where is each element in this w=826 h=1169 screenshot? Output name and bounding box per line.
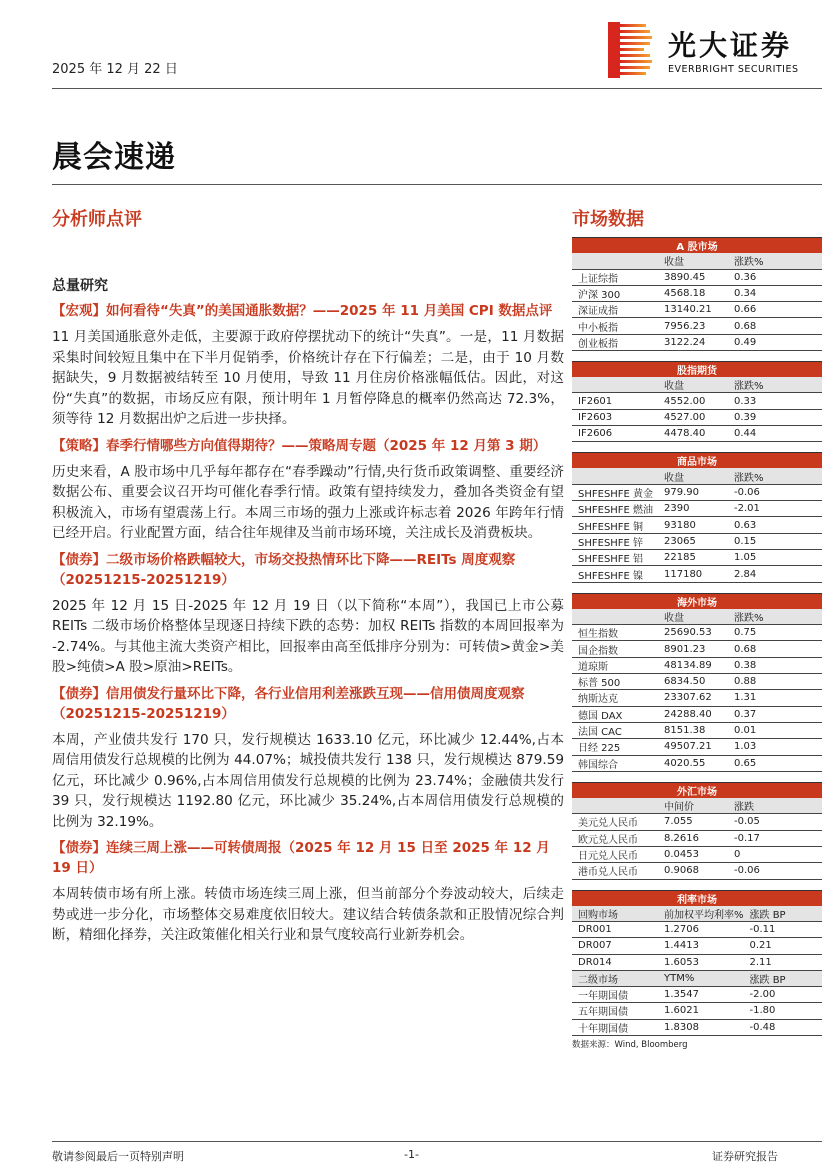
table-cell: 0.21 (744, 938, 822, 954)
column-header-row (572, 253, 822, 269)
table-cell: 0.63 (728, 517, 822, 533)
table-cell: IF2606 (572, 426, 658, 442)
table-cell: 1.3547 (658, 986, 744, 1002)
footer-disclaimer: 敬请参阅最后一页特别声明 (52, 1150, 184, 1163)
table-cell: 7956.23 (658, 318, 728, 334)
table-cell: 0.37 (728, 706, 822, 722)
table-cell: 49507.21 (658, 739, 728, 755)
table-cell: 1.31 (728, 690, 822, 706)
table-row (572, 986, 822, 1002)
table-cell: -1.80 (744, 1003, 822, 1019)
table-cell: 0.75 (728, 625, 822, 641)
table-row (572, 739, 822, 755)
article-heading[interactable]: 【策略】春季行情哪些方向值得期待？——策略周专题（2025 年 12 月第 3 期） (52, 437, 547, 454)
table-cell: 6834.50 (658, 674, 728, 690)
table-cell: 48134.89 (658, 657, 728, 673)
column-header-row (572, 906, 822, 922)
table-row (572, 954, 822, 970)
column-header: 涨跌 BP (744, 906, 822, 922)
table-cell: DR001 (572, 922, 658, 938)
market-table (572, 361, 822, 442)
table-cell: -0.05 (728, 814, 822, 830)
table-row (572, 393, 822, 409)
table-row (572, 755, 822, 771)
table-cell: DR014 (572, 954, 658, 970)
table-cell: 4552.00 (658, 393, 728, 409)
table-cell: 1.4413 (658, 938, 744, 954)
table-cell: 4527.00 (658, 409, 728, 425)
column-header (572, 377, 658, 393)
column-header: 收盘 (658, 253, 728, 269)
table-cell: 0.0453 (658, 846, 728, 862)
table-cell: 1.8308 (658, 1019, 744, 1035)
table-cell: 0.34 (728, 285, 822, 301)
table-cell: 0.15 (728, 533, 822, 549)
column-header-row (572, 609, 822, 625)
table-cell: SHFESHFE 燃油 (572, 501, 658, 517)
logo-cn: 光大证券 (668, 29, 793, 62)
table-cell: IF2601 (572, 393, 658, 409)
column-header (572, 468, 658, 484)
article-body: 本周转债市场有所上涨。转债市场连续三周上涨，但当前部分个券波动较大，后续走势或进一步分化，市场整体交易难度依旧较大。建议结合转债条款和正股情况综合判断，精细化择券，关注政策催化相关行业和景气度较高行业新券机会。 (52, 886, 564, 943)
column-header: 二级市场 (572, 970, 658, 986)
table-cell: 0.68 (728, 318, 822, 334)
table-cell: 1.03 (728, 739, 822, 755)
article-body: 2025 年 12 月 15 日-2025 年 12 月 19 日（以下简称“本周”），我国已上市公募 REITs 二级市场价格整体呈现逐日持续下跌的态势：加权 REITs 指数的本周回报率为 -2.74%。与其他主流大类资产相比，回报率由高至低排序分别为：可转债>黄金>美股>纯债>A 股>原油>REITs。 (52, 597, 564, 675)
column-header: 涨跌% (728, 609, 822, 625)
column-header: 涨跌% (728, 377, 822, 393)
table-row (572, 484, 822, 500)
table-row (572, 533, 822, 549)
column-header: YTM% (658, 970, 744, 986)
article-body: 本周，产业债共发行 170 只，发行规模达 1633.10 亿元，环比减少 12.44%,占本周信用债发行总规模的比例为 44.07%；城投债共发行 138 只，发行规模达 879.59 亿元，环比减少 0.96%,占本周信用债发行总规模的比例为 23.74%；金融债共发行 39 只，发行规模达 1192.80 亿元，环比减少 35.24%,占本周信用债发行总规模的比例为 32.19%。 (52, 731, 564, 830)
table-cell: 沪深 300 (572, 285, 658, 301)
article-heading[interactable]: 【宏观】如何看待“失真”的美国通胀数据？——2025 年 11 月美国 CPI 数据点评 (52, 303, 553, 319)
market-table (572, 237, 822, 351)
table-cell: 7.055 (658, 814, 728, 830)
table-cell: 93180 (658, 517, 728, 533)
table-cell: 一年期国债 (572, 986, 658, 1002)
company-logo (608, 22, 808, 78)
table-cell: 979.90 (658, 484, 728, 500)
table-row (572, 863, 822, 879)
table-cell: SHFESHFE 铝 (572, 550, 658, 566)
table-cell: 港币兑人民币 (572, 863, 658, 879)
table-row (572, 846, 822, 862)
article (52, 436, 564, 544)
table-cell: 2.84 (728, 566, 822, 582)
table-cell: 德国 DAX (572, 706, 658, 722)
table-row (572, 285, 822, 301)
market-table (572, 593, 822, 772)
table-cell: 五年期国债 (572, 1003, 658, 1019)
table-row (572, 938, 822, 954)
table-cell: -0.17 (728, 830, 822, 846)
table-cell: 0.01 (728, 722, 822, 738)
table-cell: -0.48 (744, 1019, 822, 1035)
report-date: 2025 年 12 月 22 日 (52, 62, 178, 77)
table-cell: 1.05 (728, 550, 822, 566)
table-cell: 0 (728, 846, 822, 862)
table-row (572, 922, 822, 938)
table-cell: 0.68 (728, 641, 822, 657)
table-cell: 0.39 (728, 409, 822, 425)
table-cell: 标普 500 (572, 674, 658, 690)
table-row (572, 830, 822, 846)
market-table (572, 452, 822, 582)
table-row (572, 706, 822, 722)
article (52, 838, 564, 946)
table-cell: -0.11 (744, 922, 822, 938)
article-body: 历史来看，A 股市场中几乎每年都存在“春季躁动”行情,央行货币政策调整、重要经济数据公布、重要会议召开均可催化春季行情。政策有望持续发力，叠加各类资金有望积极流入，市场有望震荡上行。本周三市场的强力上涨或许标志着 2026 年跨年行情已经开启。行业配置方面，结合往年规律及当前市场环境，关注成长及消费板块。 (52, 463, 564, 541)
table-row (572, 722, 822, 738)
table-cell: 4020.55 (658, 755, 728, 771)
everbright-logo-icon (608, 22, 652, 78)
table-cell: 4478.40 (658, 426, 728, 442)
table-row (572, 625, 822, 641)
column-header (572, 609, 658, 625)
table-cell: 法国 CAC (572, 722, 658, 738)
table-cell: 8901.23 (658, 641, 728, 657)
table-cell: 4568.18 (658, 285, 728, 301)
table-cell: 0.44 (728, 426, 822, 442)
table-cell: 深证成指 (572, 302, 658, 318)
table-cell: 13140.21 (658, 302, 728, 318)
article-heading[interactable]: 【债券】连续三周上涨——可转债周报（2025 年 12 月 15 日至 2025 年 12 月 19 日） (52, 840, 550, 876)
table-cell: 2.11 (744, 954, 822, 970)
table-cell: 23065 (658, 533, 728, 549)
table-row (572, 1019, 822, 1035)
table-row (572, 690, 822, 706)
market-table (572, 890, 822, 1036)
table-cell: 1.6053 (658, 954, 744, 970)
table-cell: 2390 (658, 501, 728, 517)
column-header: 前加权平均利率% (658, 906, 744, 922)
table-row (572, 409, 822, 425)
footer-report-type: 证券研究报告 (712, 1150, 778, 1163)
table-row (572, 1003, 822, 1019)
table-title: 股指期货 (572, 361, 822, 377)
table-cell: 美元兑人民币 (572, 814, 658, 830)
table-cell: SHFESHFE 镍 (572, 566, 658, 582)
article (52, 684, 564, 833)
analyst-review-column (52, 205, 564, 946)
table-cell: 欧元兑人民币 (572, 830, 658, 846)
table-cell: SHFESHFE 黄金 (572, 484, 658, 500)
column-header-row (572, 468, 822, 484)
table-row (572, 814, 822, 830)
table-cell: 3890.45 (658, 269, 728, 285)
table-row (572, 318, 822, 334)
table-cell: 0.65 (728, 755, 822, 771)
table-cell: 0.49 (728, 334, 822, 350)
section-title: 分析师点评 (52, 209, 142, 230)
column-header: 涨跌 BP (744, 970, 822, 986)
table-cell: DR007 (572, 938, 658, 954)
title-divider (52, 184, 822, 185)
table-cell: SHFESHFE 铜 (572, 517, 658, 533)
column-header (572, 798, 658, 814)
table-cell: 1.2706 (658, 922, 744, 938)
article-heading[interactable]: 【债券】二级市场价格跌幅较大，市场交投热情环比下降——REITs 周度观察（20251215-20251219） (52, 551, 516, 588)
article (52, 301, 564, 430)
table-cell: 0.36 (728, 269, 822, 285)
table-cell: 中小板指 (572, 318, 658, 334)
table-cell: 8.2616 (658, 830, 728, 846)
table-row (572, 269, 822, 285)
table-cell: 3122.24 (658, 334, 728, 350)
table-cell: 十年期国债 (572, 1019, 658, 1035)
table-title: A 股市场 (572, 238, 822, 254)
column-header (572, 253, 658, 269)
column-header-row (572, 377, 822, 393)
column-header: 涨跌% (728, 253, 822, 269)
table-cell: SHFESHFE 锌 (572, 533, 658, 549)
column-header: 涨跌% (728, 468, 822, 484)
table-cell: -2.01 (728, 501, 822, 517)
column-header: 收盘 (658, 468, 728, 484)
table-cell: 117180 (658, 566, 728, 582)
table-cell: 道琼斯 (572, 657, 658, 673)
table-cell: IF2603 (572, 409, 658, 425)
table-title: 外汇市场 (572, 782, 822, 798)
table-title: 利率市场 (572, 890, 822, 906)
table-cell: 恒生指数 (572, 625, 658, 641)
table-row (572, 334, 822, 350)
market-data-column (572, 205, 822, 1050)
footer-divider (52, 1141, 822, 1142)
subsection-title: 总量研究 (52, 278, 108, 294)
table-cell: 22185 (658, 550, 728, 566)
column-header: 回购市场 (572, 906, 658, 922)
article (52, 550, 564, 678)
table-cell: 0.88 (728, 674, 822, 690)
market-table (572, 782, 822, 880)
table-cell: 日元兑人民币 (572, 846, 658, 862)
table-cell: 24288.40 (658, 706, 728, 722)
section-title: 市场数据 (572, 209, 644, 230)
page-title: 晨会速递 (52, 140, 176, 175)
table-cell: 韩国综合 (572, 755, 658, 771)
table-title: 海外市场 (572, 593, 822, 609)
table-row (572, 302, 822, 318)
column-header: 涨跌 (728, 798, 822, 814)
table-row (572, 517, 822, 533)
column-header-row (572, 798, 822, 814)
table-row (572, 566, 822, 582)
table-title: 商品市场 (572, 453, 822, 469)
table-cell: 日经 225 (572, 739, 658, 755)
table-cell: 23307.62 (658, 690, 728, 706)
table-row (572, 674, 822, 690)
table-cell: 1.6021 (658, 1003, 744, 1019)
header-divider (52, 88, 822, 89)
table-cell: -0.06 (728, 484, 822, 500)
article-heading[interactable]: 【债券】信用债发行量环比下降，各行业信用利差涨跌互现——信用债周度观察（20251215-20251219） (52, 685, 525, 722)
article-body: 11 月美国通胀意外走低，主要源于政府停摆扰动下的统计“失真”。一是，11 月数据采集时间较短且集中在下半月促销季，价格统计存在下行偏差；二是，由于 10 月数据缺失，9 月数据被结转至 10 月使用，导致 11 月住房价格涨幅低估。因此，对这份“失真”的数据，市场反应有限，预计明年 1 月暂停降息的概率仍然高达 72.3%，须等待 12 月数据出炉之后进一步抉择。 (52, 329, 564, 427)
table-cell: 创业板指 (572, 334, 658, 350)
table-row (572, 641, 822, 657)
table-cell: 国企指数 (572, 641, 658, 657)
page-number: -1- (404, 1148, 419, 1161)
table-cell: -0.06 (728, 863, 822, 879)
table-cell: 0.66 (728, 302, 822, 318)
data-source: 数据来源：Wind, Bloomberg (572, 1039, 688, 1050)
column-header: 收盘 (658, 609, 728, 625)
table-cell: 0.38 (728, 657, 822, 673)
table-cell: 上证综指 (572, 269, 658, 285)
table-cell: 0.33 (728, 393, 822, 409)
table-row (572, 550, 822, 566)
table-row (572, 501, 822, 517)
column-header: 收盘 (658, 377, 728, 393)
column-header: 中间价 (658, 798, 728, 814)
table-cell: 0.9068 (658, 863, 728, 879)
column-header-row (572, 970, 822, 986)
table-row (572, 657, 822, 673)
table-cell: -2.00 (744, 986, 822, 1002)
table-row (572, 426, 822, 442)
table-cell: 纳斯达克 (572, 690, 658, 706)
table-cell: 8151.38 (658, 722, 728, 738)
table-cell: 25690.53 (658, 625, 728, 641)
logo-en: EVERBRIGHT SECURITIES (668, 64, 799, 75)
